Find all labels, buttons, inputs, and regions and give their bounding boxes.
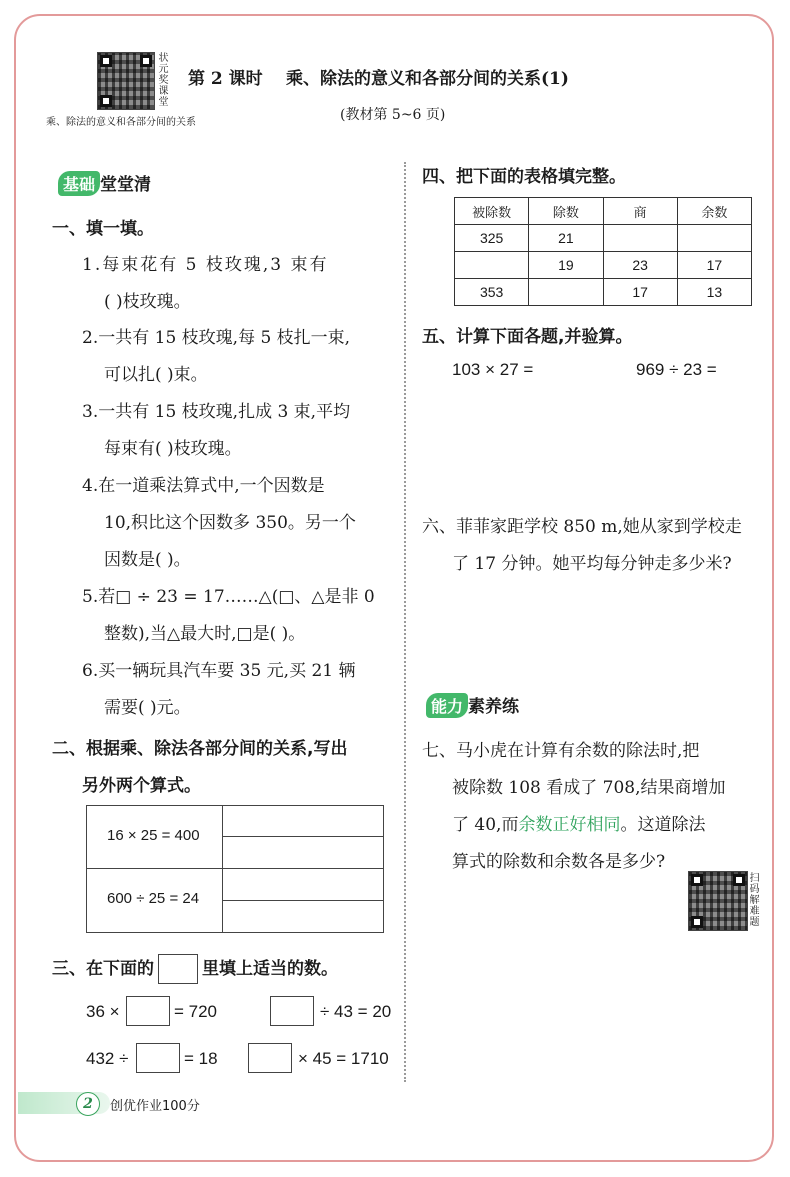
section-3-title-a: 三、在下面的 bbox=[52, 959, 154, 979]
table-header: 余数 bbox=[677, 198, 751, 225]
s7-highlight: 余数正好相同 bbox=[518, 815, 621, 835]
s5-expr1: 103 × 27 = bbox=[452, 360, 534, 379]
page-title: 乘、除法的意义和各部分间的关系(1) bbox=[286, 69, 569, 89]
q2-line1: 2.一共有 15 枝玫瑰,每 5 枝扎一束, bbox=[82, 328, 351, 348]
s5-expr2: 969 ÷ 23 = bbox=[636, 360, 717, 379]
basic-label: 堂堂清 bbox=[100, 175, 152, 195]
relation-row2-given: 600 ÷ 25 = 24 bbox=[107, 890, 200, 907]
division-table bbox=[454, 197, 752, 306]
q4-line3: 因数是( )。 bbox=[104, 550, 191, 570]
section-3-title-b: 里填上适当的数。 bbox=[202, 959, 338, 979]
qr-code-problem[interactable] bbox=[688, 871, 748, 931]
section-2-title-line1: 二、根据乘、除法各部分间的关系,写出 bbox=[52, 739, 348, 759]
relation-row1-given: 16 × 25 = 400 bbox=[107, 827, 200, 844]
page-number: 2 bbox=[76, 1092, 100, 1116]
section-3-title bbox=[52, 954, 338, 984]
q2-line2: 可以扎( )束。 bbox=[104, 365, 208, 385]
column-divider bbox=[404, 162, 406, 1082]
s3-expr2-right: ÷ 43 = 20 bbox=[320, 1002, 392, 1021]
q5-line1: 5.若□ ÷ 23 = 17……△(□、△是非 0 bbox=[82, 587, 375, 607]
s3-expr4-right: × 45 = 1710 bbox=[298, 1049, 389, 1068]
s3-expr2-box[interactable] bbox=[270, 996, 314, 1026]
q6-line1: 6.买一辆玩具汽车要 35 元,买 21 辆 bbox=[82, 661, 356, 681]
section-7-line2: 被除数 108 看成了 708,结果商增加 bbox=[452, 778, 726, 798]
qr-code-top[interactable] bbox=[97, 52, 155, 110]
table-cell: 325 bbox=[455, 225, 529, 252]
table-cell: 17 bbox=[677, 252, 751, 279]
section-1-title: 一、填一填。 bbox=[52, 219, 154, 239]
basic-section-header bbox=[58, 170, 151, 196]
table-header: 除数 bbox=[529, 198, 603, 225]
relation-table bbox=[86, 805, 384, 933]
section-6-line2: 了 17 分钟。她平均每分钟走多少米? bbox=[452, 554, 732, 574]
s3-expr3-box[interactable] bbox=[136, 1043, 180, 1073]
table-row bbox=[455, 225, 752, 252]
table-cell: 17 bbox=[603, 279, 677, 306]
s7-text-a: 了 40,而 bbox=[452, 815, 519, 835]
title-blank-box bbox=[158, 954, 198, 984]
table-row bbox=[455, 279, 752, 306]
qr-side-text: 状元奖课堂 bbox=[158, 53, 169, 108]
section-4-title: 四、把下面的表格填完整。 bbox=[422, 167, 626, 187]
basic-badge: 基础 bbox=[58, 171, 100, 196]
q1-line2: ( )枝玫瑰。 bbox=[104, 292, 191, 312]
section-2-title-line2: 另外两个算式。 bbox=[82, 776, 201, 796]
qr-problem-side-text: 扫码解难题 bbox=[749, 873, 760, 928]
q4-line1: 4.在一道乘法算式中,一个因数是 bbox=[82, 476, 325, 496]
s3-expr4-box[interactable] bbox=[248, 1043, 292, 1073]
section-7-line3 bbox=[452, 810, 705, 835]
q5-line2: 整数),当△最大时,□是( )。 bbox=[104, 624, 306, 644]
table-cell: 23 bbox=[603, 252, 677, 279]
s3-expr3-right: = 18 bbox=[184, 1049, 218, 1068]
lesson-number: 第 2 课时 bbox=[188, 69, 263, 89]
table-cell: 13 bbox=[677, 279, 751, 306]
table-row bbox=[455, 252, 752, 279]
ability-section-header bbox=[426, 692, 519, 718]
q1-line1: 1.每束花有 5 枝玫瑰,3 束有 bbox=[82, 255, 329, 275]
table-cell-blank[interactable] bbox=[529, 279, 603, 306]
qr-caption: 乘、除法的意义和各部分间的关系 bbox=[46, 117, 196, 128]
table-cell-blank[interactable] bbox=[677, 225, 751, 252]
table-header-row bbox=[455, 198, 752, 225]
section-6-line1: 六、菲菲家距学校 850 m,她从家到学校走 bbox=[422, 517, 742, 537]
q6-line2: 需要( )元。 bbox=[104, 698, 191, 718]
textbook-pages: (教材第 5~6 页) bbox=[340, 107, 446, 123]
section-5-title: 五、计算下面各题,并验算。 bbox=[422, 327, 633, 347]
q3-line2: 每束有( )枝玫瑰。 bbox=[104, 439, 242, 459]
q3-line1: 3.一共有 15 枝玫瑰,扎成 3 束,平均 bbox=[82, 402, 351, 422]
table-cell-blank[interactable] bbox=[455, 252, 529, 279]
s3-expr1-box[interactable] bbox=[126, 996, 170, 1026]
ability-badge: 能力 bbox=[426, 693, 468, 718]
s3-expr3-left: 432 ÷ bbox=[86, 1049, 129, 1068]
s7-text-b: 。这道除法 bbox=[620, 815, 706, 835]
s3-expr1-right: = 720 bbox=[174, 1002, 218, 1021]
table-header: 被除数 bbox=[455, 198, 529, 225]
s3-expr1-left: 36 × bbox=[86, 1002, 120, 1021]
table-header: 商 bbox=[603, 198, 677, 225]
section-7-line1: 七、马小虎在计算有余数的除法时,把 bbox=[422, 741, 700, 761]
table-cell: 21 bbox=[529, 225, 603, 252]
table-cell: 353 bbox=[455, 279, 529, 306]
q4-line2: 10,积比这个因数多 350。另一个 bbox=[104, 513, 356, 533]
ability-label: 素养练 bbox=[468, 697, 520, 717]
table-cell: 19 bbox=[529, 252, 603, 279]
section-7-line4: 算式的除数和余数各是多少? bbox=[452, 852, 666, 872]
table-cell-blank[interactable] bbox=[603, 225, 677, 252]
brand-name: 创优作业100分 bbox=[110, 1099, 200, 1114]
